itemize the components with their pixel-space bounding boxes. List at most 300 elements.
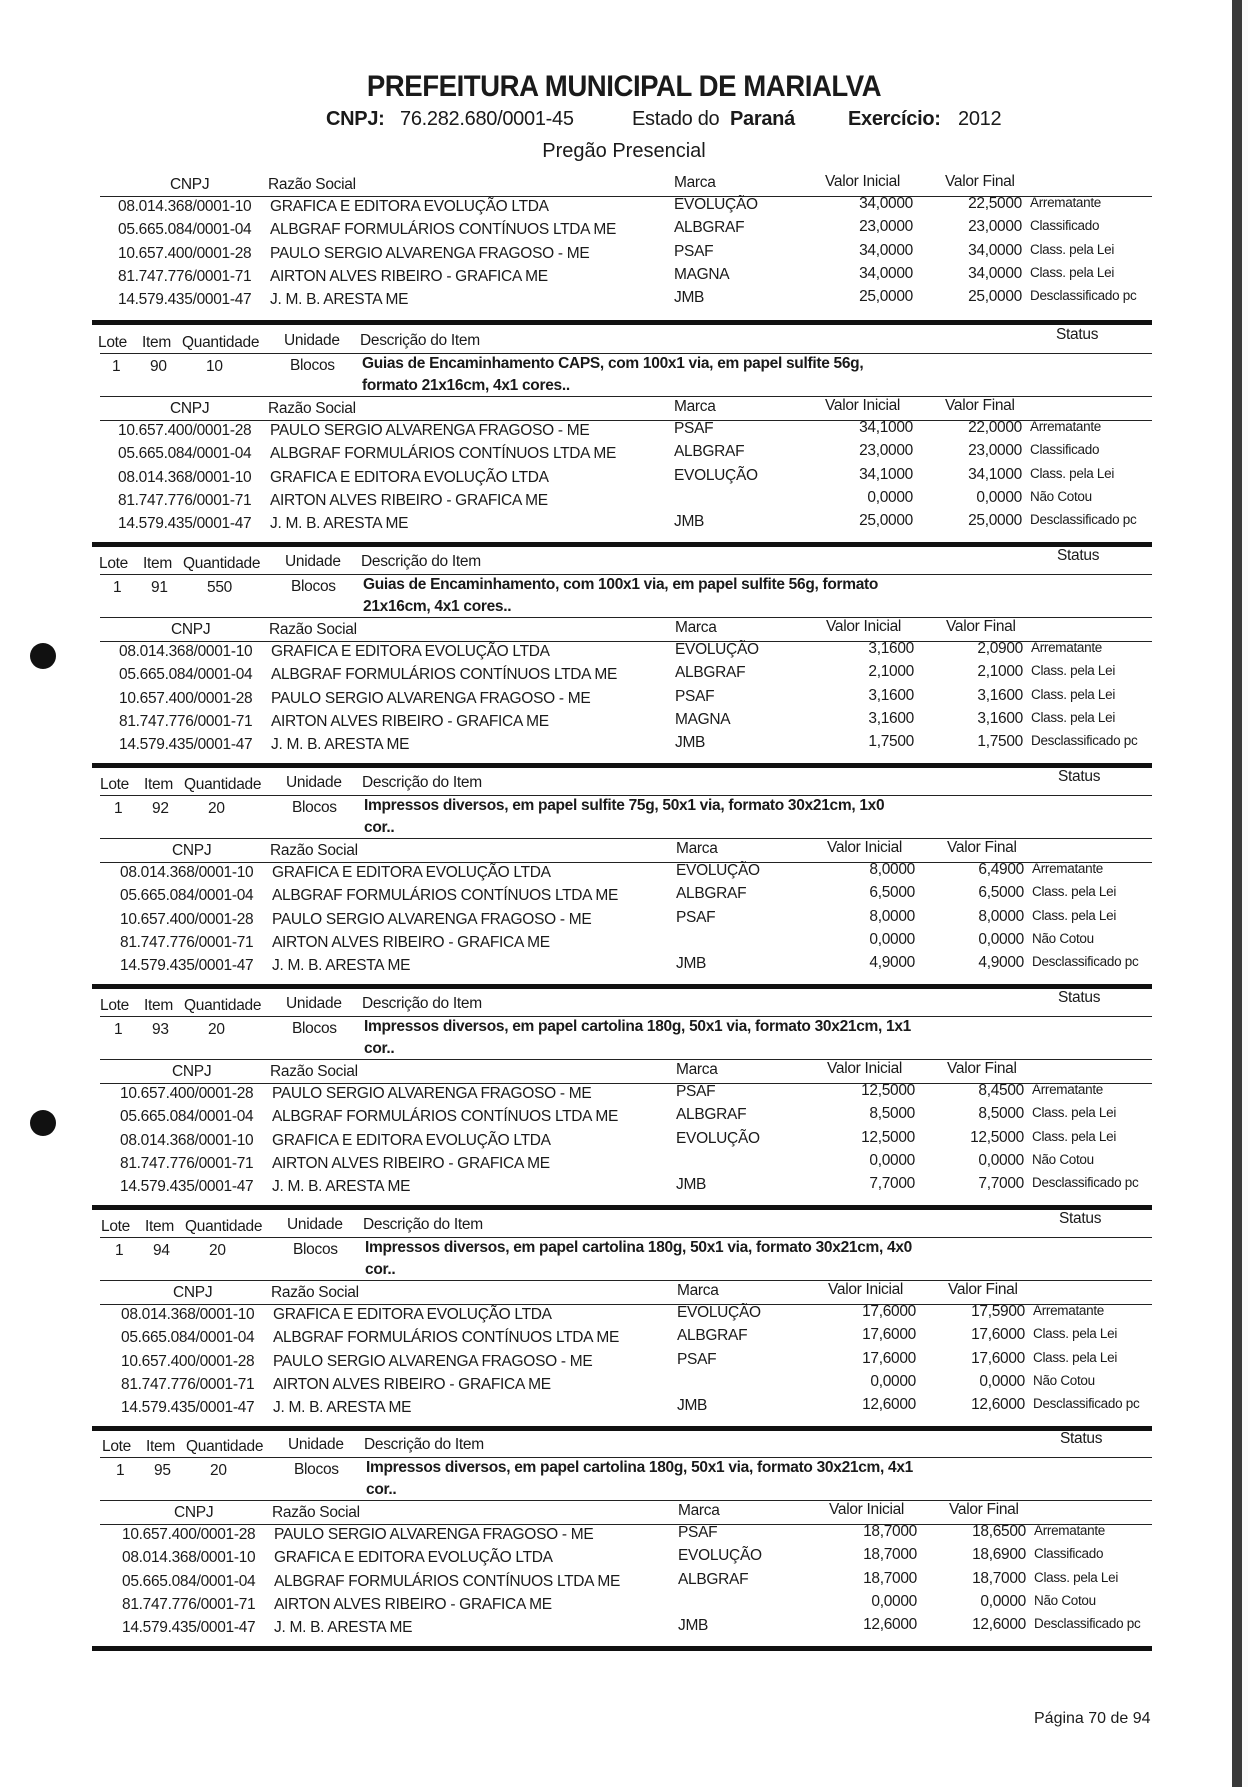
bid-valor-inicial: 8,0000	[869, 907, 915, 925]
lot-header-quantidade: Quantidade	[185, 1218, 263, 1235]
bid-razao-social: PAULO SERGIO ALVARENGA FRAGOSO - ME	[272, 1085, 592, 1102]
col-header-valor-final: Valor Final	[947, 839, 1017, 856]
lot-header-descricao: Descrição do Item	[362, 774, 482, 791]
bid-marca: JMB	[675, 734, 706, 752]
bid-valor-inicial: 18,7000	[863, 1569, 917, 1587]
bid-razao-social: ALBGRAF FORMULÁRIOS CONTÍNUOS LTDA ME	[272, 887, 619, 905]
estado-prefix: Estado do	[632, 108, 720, 130]
col-header-valor-final: Valor Final	[945, 397, 1015, 414]
bid-valor-inicial: 18,7000	[863, 1523, 917, 1540]
bid-razao-social: GRAFICA E EDITORA EVOLUÇÃO LTDA	[272, 864, 551, 881]
bid-valor-inicial: 17,6000	[862, 1326, 916, 1344]
bid-marca: ALBGRAF	[675, 664, 746, 682]
bid-valor-final: 7,7000	[978, 1175, 1024, 1193]
bid-status: Desclassificado pc	[1034, 1616, 1141, 1632]
bid-razao-social: PAULO SERGIO ALVARENGA FRAGOSO - ME	[272, 910, 592, 928]
bid-razao-social: AIRTON ALVES RIBEIRO - GRAFICA ME	[274, 1595, 552, 1613]
cnpj-value: 76.282.680/0001-45	[400, 108, 574, 130]
col-header-razao: Razão Social	[268, 400, 356, 417]
bid-valor-inicial: 0,0000	[871, 1592, 917, 1610]
bid-marca: EVOLUÇÃO	[676, 1129, 760, 1147]
lot-header-item: Item	[143, 555, 172, 572]
bid-marca: PSAF	[674, 242, 714, 260]
bid-marca: EVOLUÇÃO	[678, 1547, 762, 1565]
col-header-valor-inicial: Valor Inicial	[829, 1501, 905, 1518]
lot-number: 1	[112, 358, 121, 375]
lot-header-unidade: Unidade	[287, 1216, 343, 1233]
bid-razao-social: AIRTON ALVES RIBEIRO - GRAFICA ME	[270, 491, 548, 509]
item-description-line1: Impressos diversos, em papel cartolina 180g, 50x1 via, formato 30x21cm, 4x1	[366, 1459, 913, 1476]
section-divider	[92, 984, 1152, 989]
bid-valor-final: 22,0000	[968, 419, 1022, 436]
item-description-line2: cor..	[364, 1040, 395, 1057]
bid-valor-final: 12,5000	[970, 1128, 1024, 1146]
bid-cnpj: 08.014.368/0001-10	[118, 468, 252, 486]
bid-razao-social: ALBGRAF FORMULÁRIOS CONTÍNUOS LTDA ME	[270, 221, 617, 239]
cnpj-label: CNPJ:	[326, 108, 385, 130]
bid-marca: ALBGRAF	[676, 1106, 747, 1124]
col-header-valor-final: Valor Final	[949, 1501, 1019, 1518]
page-title: PREFEITURA MUNICIPAL DE MARIALVA	[366, 70, 882, 103]
item-unit: Blocos	[294, 1461, 339, 1478]
col-header-valor-inicial: Valor Inicial	[827, 1060, 903, 1077]
bid-valor-inicial: 17,6000	[862, 1303, 916, 1320]
item-quantity: 20	[210, 1462, 227, 1479]
col-header-valor-final: Valor Final	[945, 173, 1015, 190]
lot-header-item: Item	[146, 1438, 175, 1455]
bid-razao-social: PAULO SERGIO ALVARENGA FRAGOSO - ME	[274, 1526, 594, 1543]
lot-header-status: Status	[1058, 989, 1101, 1006]
lot-header-descricao: Descrição do Item	[362, 995, 482, 1012]
item-quantity: 10	[206, 358, 223, 375]
bid-cnpj: 08.014.368/0001-10	[120, 864, 254, 881]
item-description-line1: Guias de Encaminhamento CAPS, com 100x1 via, em papel sulfite 56g,	[362, 355, 864, 372]
lot-header-item: Item	[144, 997, 173, 1014]
bid-valor-inicial: 17,6000	[862, 1349, 916, 1367]
col-header-valor-inicial: Valor Inicial	[826, 618, 902, 635]
bid-cnpj: 05.665.084/0001-04	[121, 1329, 255, 1347]
lot-header-unidade: Unidade	[288, 1436, 344, 1453]
bid-valor-final: 12,6000	[971, 1396, 1025, 1414]
bid-valor-inicial: 0,0000	[869, 930, 915, 948]
bid-razao-social: AIRTON ALVES RIBEIRO - GRAFICA ME	[270, 267, 548, 285]
lot-header-status: Status	[1057, 547, 1100, 564]
bid-valor-inicial: 3,1600	[868, 640, 914, 657]
col-header-cnpj: CNPJ	[172, 842, 212, 859]
lot-header-quantidade: Quantidade	[183, 555, 261, 572]
lot-header-lote: Lote	[100, 997, 129, 1014]
bid-cnpj: 05.665.084/0001-04	[118, 445, 252, 463]
bid-marca: ALBGRAF	[676, 885, 747, 903]
col-header-cnpj: CNPJ	[171, 621, 211, 638]
bid-status: Desclassificado pc	[1033, 1396, 1140, 1412]
bid-valor-final: 22,5000	[968, 195, 1022, 212]
col-header-valor-inicial: Valor Inicial	[825, 173, 901, 190]
bid-status: Arrematante	[1032, 861, 1103, 876]
bid-status: Desclassificado pc	[1032, 1175, 1139, 1191]
bid-marca: MAGNA	[674, 265, 730, 283]
bid-razao-social: J. M. B. ARESTA ME	[270, 515, 409, 533]
lot-number: 1	[115, 1242, 124, 1259]
bid-razao-social: PAULO SERGIO ALVARENGA FRAGOSO - ME	[271, 689, 591, 707]
bid-razao-social: GRAFICA E EDITORA EVOLUÇÃO LTDA	[270, 198, 549, 215]
bid-cnpj: 14.579.435/0001-47	[122, 1619, 256, 1637]
lot-header-lote: Lote	[102, 1438, 131, 1455]
col-header-valor-inicial: Valor Inicial	[825, 397, 901, 414]
lot-header-lote: Lote	[99, 555, 128, 572]
bid-razao-social: GRAFICA E EDITORA EVOLUÇÃO LTDA	[274, 1549, 553, 1567]
bid-valor-inicial: 23,0000	[859, 218, 913, 236]
lot-number: 1	[116, 1462, 125, 1479]
bid-cnpj: 14.579.435/0001-47	[118, 515, 252, 533]
item-number: 90	[150, 358, 167, 375]
bid-valor-final: 3,1600	[977, 686, 1023, 704]
lot-header-quantidade: Quantidade	[184, 997, 262, 1014]
bid-valor-final: 34,1000	[968, 465, 1022, 483]
lot-header-status: Status	[1056, 326, 1099, 343]
bid-marca: PSAF	[674, 420, 714, 437]
section-divider	[92, 1646, 1152, 1651]
bid-cnpj: 14.579.435/0001-47	[118, 291, 252, 309]
bid-valor-inicial: 8,0000	[869, 861, 915, 878]
item-description-line2: cor..	[364, 819, 395, 836]
lot-header-status: Status	[1060, 1430, 1103, 1447]
bid-valor-inicial: 18,7000	[863, 1546, 917, 1564]
bid-status: Arrematante	[1034, 1523, 1105, 1538]
bid-status: Arrematante	[1030, 195, 1101, 210]
bid-cnpj: 05.665.084/0001-04	[118, 221, 252, 239]
bid-valor-inicial: 25,0000	[859, 288, 913, 306]
bid-status: Class. pela Lei	[1030, 264, 1115, 280]
bid-status: Desclassificado pc	[1032, 954, 1139, 970]
divider	[100, 795, 1152, 796]
bid-razao-social: J. M. B. ARESTA ME	[271, 736, 410, 754]
bid-cnpj: 05.665.084/0001-04	[120, 1108, 254, 1126]
bid-status: Desclassificado pc	[1031, 733, 1138, 749]
col-header-razao: Razão Social	[271, 1284, 359, 1301]
bid-status: Arrematante	[1030, 419, 1101, 434]
bid-marca: ALBGRAF	[674, 219, 745, 237]
item-description-line2: cor..	[365, 1261, 396, 1278]
bid-cnpj: 10.657.400/0001-28	[121, 1352, 255, 1370]
col-header-razao: Razão Social	[272, 1504, 360, 1521]
col-header-marca: Marca	[677, 1282, 719, 1299]
bid-valor-final: 2,1000	[977, 663, 1023, 681]
bid-valor-inicial: 6,5000	[869, 884, 915, 902]
col-header-marca: Marca	[675, 619, 717, 636]
bid-marca: JMB	[674, 513, 705, 531]
bid-valor-inicial: 34,1000	[859, 419, 913, 436]
bid-valor-final: 34,0000	[968, 241, 1022, 259]
bid-status: Não Cotou	[1034, 1592, 1096, 1608]
bid-cnpj: 14.579.435/0001-47	[121, 1399, 255, 1417]
bid-valor-inicial: 12,5000	[861, 1128, 915, 1146]
bid-marca: EVOLUÇÃO	[675, 641, 759, 658]
col-header-marca: Marca	[678, 1502, 720, 1519]
bid-valor-inicial: 12,6000	[862, 1396, 916, 1414]
bid-valor-final: 2,0900	[977, 640, 1023, 657]
bid-status: Class. pela Lei	[1030, 465, 1115, 481]
bid-status: Class. pela Lei	[1032, 1105, 1117, 1121]
col-header-marca: Marca	[674, 174, 716, 191]
bid-valor-inicial: 25,0000	[859, 512, 913, 530]
bid-status: Class. pela Lei	[1031, 663, 1116, 679]
bid-cnpj: 14.579.435/0001-47	[120, 1178, 254, 1196]
bid-valor-final: 17,6000	[971, 1326, 1025, 1344]
bid-cnpj: 14.579.435/0001-47	[119, 736, 253, 754]
col-header-cnpj: CNPJ	[172, 1063, 212, 1080]
bid-status: Class. pela Lei	[1031, 709, 1116, 725]
bid-cnpj: 10.657.400/0001-28	[120, 910, 254, 928]
bid-valor-final: 18,6500	[972, 1523, 1026, 1540]
bid-status: Class. pela Lei	[1030, 241, 1115, 257]
divider	[100, 353, 1152, 354]
section-divider	[92, 763, 1152, 768]
lot-header-lote: Lote	[100, 776, 129, 793]
bid-valor-final: 0,0000	[980, 1592, 1026, 1610]
bid-marca: EVOLUÇÃO	[674, 466, 758, 484]
bid-valor-inicial: 8,5000	[869, 1105, 915, 1123]
item-number: 91	[151, 579, 168, 596]
lot-number: 1	[114, 800, 123, 817]
item-quantity: 20	[208, 1021, 225, 1038]
item-unit: Blocos	[292, 799, 337, 816]
item-description-line2: 21x16cm, 4x1 cores..	[363, 598, 512, 615]
bid-valor-final: 4,9000	[978, 954, 1024, 972]
bid-status: Não Cotou	[1033, 1372, 1095, 1388]
lot-header-descricao: Descrição do Item	[360, 332, 480, 349]
bid-razao-social: ALBGRAF FORMULÁRIOS CONTÍNUOS LTDA ME	[272, 1108, 619, 1126]
bid-marca: JMB	[677, 1397, 708, 1415]
bid-valor-final: 17,6000	[971, 1349, 1025, 1367]
exercicio-value: 2012	[958, 108, 1002, 130]
bid-razao-social: J. M. B. ARESTA ME	[272, 1178, 411, 1196]
col-header-cnpj: CNPJ	[170, 400, 210, 417]
bid-valor-final: 0,0000	[978, 930, 1024, 948]
bid-cnpj: 10.657.400/0001-28	[122, 1526, 256, 1543]
bid-status: Class. pela Lei	[1033, 1349, 1118, 1365]
col-header-cnpj: CNPJ	[173, 1284, 213, 1301]
bid-valor-final: 8,4500	[978, 1082, 1024, 1099]
bid-cnpj: 08.014.368/0001-10	[118, 198, 252, 215]
bid-valor-inicial: 0,0000	[869, 1151, 915, 1169]
bid-marca: EVOLUÇÃO	[677, 1304, 761, 1321]
lot-header-quantidade: Quantidade	[182, 334, 260, 351]
bid-valor-inicial: 34,0000	[859, 241, 913, 259]
bid-status: Class. pela Lei	[1031, 686, 1116, 702]
bid-cnpj: 10.657.400/0001-28	[118, 422, 252, 439]
item-number: 94	[153, 1242, 170, 1259]
bid-status: Desclassificado pc	[1030, 288, 1137, 304]
lot-header-unidade: Unidade	[285, 553, 341, 570]
bid-marca: JMB	[676, 955, 707, 973]
lot-header-item: Item	[144, 776, 173, 793]
bid-status: Não Cotou	[1032, 930, 1094, 946]
bid-razao-social: J. M. B. ARESTA ME	[270, 291, 409, 309]
bid-marca: EVOLUÇÃO	[674, 196, 758, 213]
bid-cnpj: 81.747.776/0001-71	[120, 1154, 254, 1172]
lot-header-descricao: Descrição do Item	[361, 553, 481, 570]
col-header-marca: Marca	[676, 840, 718, 857]
item-number: 95	[154, 1462, 171, 1479]
bid-valor-final: 25,0000	[968, 288, 1022, 306]
bid-cnpj: 08.014.368/0001-10	[120, 1131, 254, 1149]
lot-header-lote: Lote	[101, 1218, 130, 1235]
col-header-cnpj: CNPJ	[170, 176, 210, 193]
bid-valor-inicial: 3,1600	[868, 709, 914, 727]
lot-header-unidade: Unidade	[286, 995, 342, 1012]
bid-cnpj: 10.657.400/0001-28	[120, 1085, 254, 1102]
lot-header-status: Status	[1059, 1210, 1102, 1227]
bid-valor-final: 6,5000	[978, 884, 1024, 902]
section-divider	[92, 320, 1152, 325]
col-header-razao: Razão Social	[270, 842, 358, 859]
bid-valor-final: 12,6000	[972, 1616, 1026, 1634]
item-quantity: 20	[208, 800, 225, 817]
modalidade: Pregão Presencial	[542, 140, 706, 162]
bid-cnpj: 81.747.776/0001-71	[119, 712, 253, 730]
item-description-line2: cor..	[366, 1481, 397, 1498]
lot-header-quantidade: Quantidade	[186, 1438, 264, 1455]
section-divider	[92, 542, 1152, 547]
bid-status: Arrematante	[1032, 1082, 1103, 1097]
bid-marca: ALBGRAF	[674, 443, 745, 461]
bid-status: Arrematante	[1031, 640, 1102, 655]
bid-valor-final: 0,0000	[976, 488, 1022, 506]
bid-razao-social: GRAFICA E EDITORA EVOLUÇÃO LTDA	[273, 1306, 552, 1323]
item-description-line1: Impressos diversos, em papel sulfite 75g, 50x1 via, formato 30x21cm, 1x0	[364, 797, 885, 814]
bid-razao-social: PAULO SERGIO ALVARENGA FRAGOSO - ME	[270, 422, 590, 439]
bid-razao-social: J. M. B. ARESTA ME	[272, 957, 411, 975]
item-quantity: 550	[207, 579, 232, 596]
bid-valor-final: 3,1600	[977, 709, 1023, 727]
punch-hole	[30, 1110, 56, 1136]
bid-status: Class. pela Lei	[1034, 1569, 1119, 1585]
item-number: 93	[152, 1021, 169, 1038]
bid-razao-social: J. M. B. ARESTA ME	[273, 1399, 412, 1417]
item-unit: Blocos	[291, 578, 336, 595]
bid-valor-inicial: 7,7000	[869, 1175, 915, 1193]
lot-number: 1	[114, 1021, 123, 1038]
divider	[100, 1237, 1152, 1238]
bid-cnpj: 10.657.400/0001-28	[118, 244, 252, 262]
estado-value: Paraná	[730, 108, 795, 130]
bid-marca: ALBGRAF	[678, 1570, 749, 1588]
bid-razao-social: GRAFICA E EDITORA EVOLUÇÃO LTDA	[272, 1131, 551, 1149]
lot-header-descricao: Descrição do Item	[364, 1436, 484, 1453]
col-header-valor-inicial: Valor Inicial	[828, 1281, 904, 1298]
col-header-razao: Razão Social	[270, 1063, 358, 1080]
bid-valor-final: 8,0000	[978, 907, 1024, 925]
page-number: Página 70 de 94	[1034, 1710, 1151, 1727]
bid-valor-final: 34,0000	[968, 264, 1022, 282]
bid-marca: EVOLUÇÃO	[676, 862, 760, 879]
bid-status: Class. pela Lei	[1032, 907, 1117, 923]
bid-valor-inicial: 2,1000	[868, 663, 914, 681]
bid-razao-social: AIRTON ALVES RIBEIRO - GRAFICA ME	[272, 933, 550, 951]
lot-header-unidade: Unidade	[286, 774, 342, 791]
col-header-marca: Marca	[676, 1061, 718, 1078]
bid-status: Class. pela Lei	[1033, 1326, 1118, 1342]
bid-razao-social: GRAFICA E EDITORA EVOLUÇÃO LTDA	[270, 468, 549, 486]
divider	[100, 1016, 1152, 1017]
item-description-line1: Impressos diversos, em papel cartolina 180g, 50x1 via, formato 30x21cm, 4x0	[365, 1239, 912, 1256]
bid-cnpj: 08.014.368/0001-10	[121, 1306, 255, 1323]
bid-cnpj: 05.665.084/0001-04	[122, 1572, 256, 1590]
bid-valor-inicial: 23,0000	[859, 442, 913, 460]
bid-valor-inicial: 4,9000	[869, 954, 915, 972]
divider	[100, 1457, 1152, 1458]
bid-status: Classificado	[1030, 442, 1100, 458]
col-header-valor-final: Valor Final	[946, 618, 1016, 635]
lot-header-descricao: Descrição do Item	[363, 1216, 483, 1233]
bid-valor-final: 18,6900	[972, 1546, 1026, 1564]
bid-marca: PSAF	[676, 908, 716, 926]
lot-header-status: Status	[1058, 768, 1101, 785]
col-header-valor-inicial: Valor Inicial	[827, 839, 903, 856]
bid-marca: JMB	[676, 1176, 707, 1194]
bid-status: Classificado	[1034, 1546, 1104, 1562]
item-unit: Blocos	[293, 1241, 338, 1258]
bid-marca: PSAF	[678, 1524, 718, 1541]
section-divider	[92, 1426, 1152, 1431]
lot-number: 1	[113, 579, 122, 596]
bid-marca: ALBGRAF	[677, 1327, 748, 1345]
bid-razao-social: ALBGRAF FORMULÁRIOS CONTÍNUOS LTDA ME	[274, 1572, 621, 1590]
bid-status: Arrematante	[1033, 1303, 1104, 1318]
bid-razao-social: AIRTON ALVES RIBEIRO - GRAFICA ME	[273, 1375, 551, 1393]
bid-status: Não Cotou	[1032, 1151, 1094, 1167]
bid-valor-inicial: 0,0000	[867, 488, 913, 506]
bid-valor-inicial: 1,7500	[868, 733, 914, 751]
bid-status: Class. pela Lei	[1032, 884, 1117, 900]
bid-valor-inicial: 34,0000	[859, 264, 913, 282]
bid-status: Class. pela Lei	[1032, 1128, 1117, 1144]
bid-razao-social: ALBGRAF FORMULÁRIOS CONTÍNUOS LTDA ME	[273, 1329, 620, 1347]
bid-valor-final: 25,0000	[968, 512, 1022, 530]
bid-valor-final: 1,7500	[977, 733, 1023, 751]
bid-valor-final: 17,5900	[971, 1303, 1025, 1320]
item-description-line2: formato 21x16cm, 4x1 cores..	[362, 377, 570, 394]
bid-valor-inicial: 12,6000	[863, 1616, 917, 1634]
bid-cnpj: 81.747.776/0001-71	[121, 1375, 255, 1393]
bid-razao-social: ALBGRAF FORMULÁRIOS CONTÍNUOS LTDA ME	[270, 445, 617, 463]
bid-valor-inicial: 34,0000	[859, 195, 913, 212]
item-unit: Blocos	[290, 357, 335, 374]
lot-header-item: Item	[145, 1218, 174, 1235]
divider	[100, 574, 1152, 575]
bid-cnpj: 08.014.368/0001-10	[119, 643, 253, 660]
item-unit: Blocos	[292, 1020, 337, 1037]
bid-razao-social: ALBGRAF FORMULÁRIOS CONTÍNUOS LTDA ME	[271, 666, 618, 684]
exercicio-label: Exercício:	[848, 108, 941, 130]
item-description-line1: Guias de Encaminhamento, com 100x1 via, em papel sulfite 56g, formato	[363, 576, 879, 593]
bid-razao-social: AIRTON ALVES RIBEIRO - GRAFICA ME	[271, 712, 549, 730]
bid-marca: MAGNA	[675, 710, 731, 728]
col-header-valor-final: Valor Final	[948, 1281, 1018, 1298]
bid-cnpj: 05.665.084/0001-04	[120, 887, 254, 905]
bid-cnpj: 10.657.400/0001-28	[119, 689, 253, 707]
bid-marca: PSAF	[676, 1083, 716, 1100]
bid-marca: PSAF	[677, 1350, 717, 1368]
bid-valor-final: 0,0000	[978, 1151, 1024, 1169]
bid-valor-final: 8,5000	[978, 1105, 1024, 1123]
bid-razao-social: GRAFICA E EDITORA EVOLUÇÃO LTDA	[271, 643, 550, 660]
punch-hole	[30, 643, 56, 669]
bid-status: Não Cotou	[1030, 488, 1092, 504]
section-divider	[92, 1205, 1152, 1210]
bid-valor-final: 0,0000	[979, 1372, 1025, 1390]
